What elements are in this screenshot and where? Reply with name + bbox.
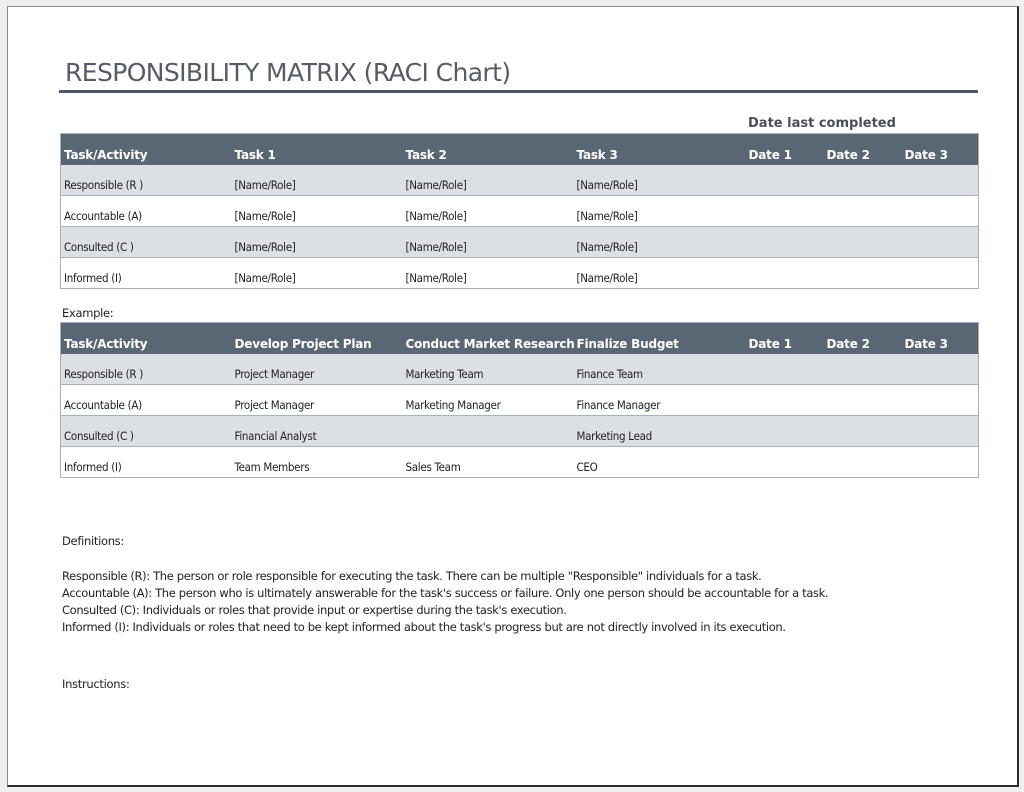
cell-date[interactable] [824, 385, 902, 416]
header-date-1: Date 1 [746, 323, 824, 354]
cell[interactable]: Marketing Manager [403, 385, 574, 416]
cell-date[interactable] [902, 227, 979, 258]
cell-role[interactable]: Consulted (C ) [61, 227, 232, 258]
header-date-3: Date 3 [902, 134, 979, 165]
cell-date[interactable] [746, 258, 824, 289]
cell[interactable]: Sales Team [403, 447, 574, 478]
cell-date[interactable] [746, 447, 824, 478]
cell[interactable]: Project Manager [232, 354, 403, 385]
cell[interactable] [403, 416, 574, 447]
table-row-accountable [61, 196, 979, 227]
table-header-row [61, 134, 979, 165]
date-last-completed-label: Date last completed [748, 116, 896, 131]
cell-date[interactable] [746, 385, 824, 416]
cell-date[interactable] [746, 165, 824, 196]
cell[interactable]: [Name/Role] [574, 165, 746, 196]
cell[interactable]: [Name/Role] [574, 196, 746, 227]
cell-date[interactable] [902, 196, 979, 227]
definitions-list [62, 568, 828, 636]
cell[interactable]: [Name/Role] [574, 258, 746, 289]
definition-accountable: Accountable (A): The person who is ultimately answerable for the task's success or failure. Only one person should be accountable for a task. [62, 586, 829, 600]
raci-example-table [60, 322, 979, 478]
cell-date[interactable] [746, 196, 824, 227]
header-task-3: Task 3 [574, 134, 746, 165]
cell-date[interactable] [824, 258, 902, 289]
cell-role[interactable]: Informed (I) [61, 447, 232, 478]
cell-role[interactable]: Accountable (A) [61, 196, 232, 227]
cell[interactable]: [Name/Role] [232, 227, 403, 258]
cell-date[interactable] [746, 227, 824, 258]
cell[interactable]: Finance Manager [574, 385, 746, 416]
cell[interactable]: Finance Team [574, 354, 746, 385]
definitions-label: Definitions: [62, 534, 124, 548]
header-task-activity: Task/Activity [61, 323, 232, 354]
example-label: Example: [62, 306, 114, 320]
cell[interactable]: [Name/Role] [403, 227, 574, 258]
header-date-1: Date 1 [746, 134, 824, 165]
cell[interactable]: Marketing Team [403, 354, 574, 385]
cell-date[interactable] [902, 354, 979, 385]
header-task-activity: Task/Activity [61, 134, 232, 165]
cell-date[interactable] [902, 258, 979, 289]
cell-role[interactable]: Informed (I) [61, 258, 232, 289]
cell-date[interactable] [824, 416, 902, 447]
cell-role[interactable]: Responsible (R ) [61, 354, 232, 385]
definition-informed: Informed (I): Individuals or roles that need to be kept informed about the task's progress but are not directly involved in its execution. [62, 620, 786, 634]
cell[interactable]: Financial Analyst [232, 416, 403, 447]
cell[interactable]: Project Manager [232, 385, 403, 416]
cell-date[interactable] [824, 165, 902, 196]
cell-date[interactable] [824, 447, 902, 478]
cell[interactable]: Marketing Lead [574, 416, 746, 447]
cell[interactable]: CEO [574, 447, 746, 478]
cell[interactable]: [Name/Role] [232, 196, 403, 227]
cell-role[interactable]: Accountable (A) [61, 385, 232, 416]
page-title: RESPONSIBILITY MATRIX (RACI Chart) [65, 58, 511, 87]
table-row-responsible [61, 165, 979, 196]
header-finalize-budget: Finalize Budget [574, 323, 746, 354]
cell[interactable]: [Name/Role] [574, 227, 746, 258]
definition-consulted: Consulted (C): Individuals or roles that provide input or expertise during the task's execution. [62, 603, 567, 617]
header-task-2: Task 2 [403, 134, 574, 165]
cell-date[interactable] [824, 196, 902, 227]
table-header-row [61, 323, 979, 354]
cell-date[interactable] [824, 354, 902, 385]
cell[interactable]: [Name/Role] [403, 196, 574, 227]
cell-role[interactable]: Consulted (C ) [61, 416, 232, 447]
table-row-informed [61, 447, 979, 478]
cell-date[interactable] [902, 385, 979, 416]
cell-date[interactable] [902, 447, 979, 478]
cell[interactable]: [Name/Role] [232, 258, 403, 289]
cell-date[interactable] [902, 416, 979, 447]
cell[interactable]: [Name/Role] [232, 165, 403, 196]
table-row-informed [61, 258, 979, 289]
cell-role[interactable]: Responsible (R ) [61, 165, 232, 196]
cell-date[interactable] [824, 227, 902, 258]
title-underline [59, 90, 978, 93]
header-conduct-market-research: Conduct Market Research [403, 323, 574, 354]
header-task-1: Task 1 [232, 134, 403, 165]
header-develop-project-plan: Develop Project Plan [232, 323, 403, 354]
cell-date[interactable] [746, 416, 824, 447]
cell[interactable]: [Name/Role] [403, 165, 574, 196]
table-row-responsible [61, 354, 979, 385]
cell[interactable]: Team Members [232, 447, 403, 478]
header-date-2: Date 2 [824, 134, 902, 165]
raci-template-table [60, 133, 979, 289]
header-date-2: Date 2 [824, 323, 902, 354]
table-row-consulted [61, 416, 979, 447]
table-row-accountable [61, 385, 979, 416]
cell-date[interactable] [902, 165, 979, 196]
cell[interactable]: [Name/Role] [403, 258, 574, 289]
table-row-consulted [61, 227, 979, 258]
instructions-label: Instructions: [62, 677, 130, 691]
header-date-3: Date 3 [902, 323, 979, 354]
definition-responsible: Responsible (R): The person or role responsible for executing the task. There can be multiple "Responsible" individuals for a task. [62, 569, 762, 583]
cell-date[interactable] [746, 354, 824, 385]
